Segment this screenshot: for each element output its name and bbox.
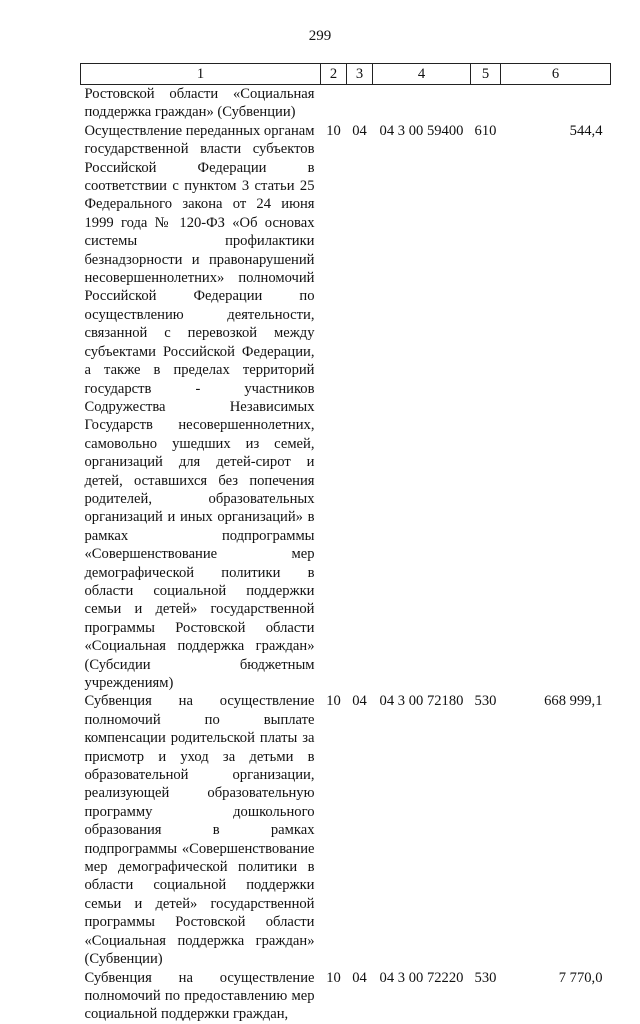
row-subsection	[347, 85, 373, 122]
column-header: 5	[471, 64, 501, 85]
row-amount: 668 999,1	[544, 693, 603, 710]
row-target-article: 04 3 00 72220	[379, 969, 464, 986]
table-row	[81, 969, 611, 1024]
row-subsection: 04	[352, 122, 367, 139]
row-target-article: 04 3 00 59400	[379, 122, 464, 139]
row-section: 10	[326, 122, 341, 139]
column-header: 1	[81, 64, 321, 85]
column-header: 2	[321, 64, 347, 85]
row-description: Осуществление переданных органам государственной власти субъектов Российской Федерации в соответствии с пунктом 3 статьи 25 Федерального закона от 24 июня 1999 года № 120-ФЗ «Об основах системы профилактики безнадзорности и правонарушений несовершеннолетних» полномочий Российской Федерации по осуществлению деятельности, связанной с перевозкой между субъектами Российской Федерации, а также в пределах территорий государств - участников Содружества Независимых Государств несовершеннолетних, самовольно ушедших из семей, организаций для детей-сирот и детей, оставшихся без попечения родителей, образовательных организаций и иных организаций» в рамках подпрограммы «Совершенствование мер демографической политики в области социальной поддержки семьи и детей» государственной программы Ростовской области «Социальная поддержка граждан» (Субсидии бюджетным учреждениям)	[84, 122, 315, 691]
row-description: Ростовской области «Социальная поддержка граждан» (Субвенции)	[84, 86, 315, 121]
table-row	[81, 85, 611, 122]
table-row	[81, 692, 611, 968]
row-description: Субвенция на осуществление полномочий по предоставлению мер социальной поддержки граждан,	[84, 969, 315, 1023]
row-target-article: 04 3 00 72180	[379, 693, 464, 710]
page-number: 299	[308, 28, 332, 44]
row-amount	[501, 85, 611, 122]
row-subsection: 04	[352, 969, 367, 986]
row-expense-type	[471, 85, 501, 122]
column-header: 6	[501, 64, 611, 85]
row-section: 10	[326, 693, 341, 710]
table-row	[81, 122, 611, 693]
row-description: Субвенция на осуществление полномочий по выплате компенсации родительской платы за присмотр и уход за детьми в образовательной организации, реализующей образовательную программу дошкольного образования в рамках подпрограммы «Совершенствование мер демографической политики в области социальной поддержки семьи и детей» государственной программы Ростовской области «Социальная поддержка граждан» (Субвенции)	[84, 693, 315, 968]
row-target-article	[373, 85, 471, 122]
row-expense-type: 610	[474, 122, 497, 139]
table-header-row	[81, 64, 611, 85]
row-section	[321, 85, 347, 122]
row-expense-type: 530	[474, 693, 497, 710]
column-header: 3	[347, 64, 373, 85]
column-header: 4	[373, 64, 471, 85]
row-expense-type: 530	[474, 969, 497, 986]
row-subsection: 04	[352, 693, 367, 710]
budget-table	[80, 63, 611, 1024]
row-amount: 544,4	[569, 122, 603, 139]
row-section: 10	[326, 969, 341, 986]
row-amount: 7 770,0	[558, 969, 603, 986]
